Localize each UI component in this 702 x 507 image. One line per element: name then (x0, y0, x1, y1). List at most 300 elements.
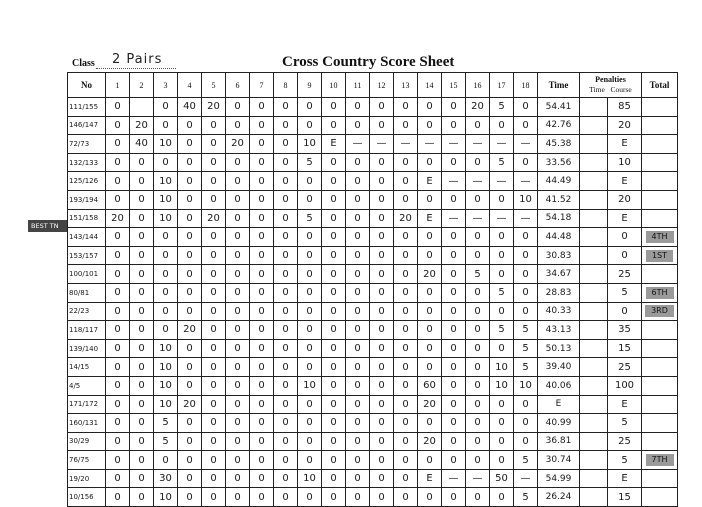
fence-score: 20 (178, 395, 202, 414)
table-row (68, 321, 678, 340)
fence-score: 20 (178, 321, 202, 340)
fence-score: 0 (466, 432, 490, 451)
fence-score: 0 (298, 302, 322, 321)
fence-score: 0 (394, 98, 418, 117)
fence-score: 0 (202, 283, 226, 302)
col-fence-header: 6 (226, 73, 250, 98)
fence-score: 0 (130, 246, 154, 265)
col-fence-header: 4 (178, 73, 202, 98)
fence-score: 0 (178, 432, 202, 451)
fence-score: 0 (346, 246, 370, 265)
time-cell: 44.48 (538, 228, 580, 247)
total-cell (642, 116, 678, 135)
fence-score: 0 (178, 246, 202, 265)
fence-score: — (418, 135, 442, 154)
fence-score: 0 (274, 414, 298, 433)
best-tn-tag: BEST TN (28, 220, 68, 232)
fence-score: 5 (514, 358, 538, 377)
fence-score: 0 (394, 488, 418, 507)
penalty-course-cell: 5 (608, 283, 642, 302)
time-cell: 26.24 (538, 488, 580, 507)
fence-score: 0 (154, 98, 178, 117)
class-value: 2 Pairs (112, 52, 163, 67)
fence-score: — (514, 135, 538, 154)
fence-score: 0 (202, 339, 226, 358)
fence-score: — (490, 209, 514, 228)
fence-score: 0 (298, 432, 322, 451)
col-fence-header: 1 (106, 73, 130, 98)
fence-score: 0 (442, 228, 466, 247)
time-cell: 40.99 (538, 414, 580, 433)
fence-score: — (442, 172, 466, 191)
penalty-course-cell: 20 (608, 116, 642, 135)
table-row (68, 414, 678, 433)
fence-score: 0 (370, 153, 394, 172)
fence-score: 0 (202, 488, 226, 507)
fence-score: 0 (394, 172, 418, 191)
fence-score: 20 (418, 432, 442, 451)
time-cell: 33.56 (538, 153, 580, 172)
rider-number: 160/131 (68, 414, 106, 433)
fence-score: 0 (346, 469, 370, 488)
penalty-time-cell (580, 376, 608, 395)
fence-score: 0 (274, 172, 298, 191)
fence-score: 0 (250, 190, 274, 209)
fence-score: 0 (250, 98, 274, 117)
fence-score: 0 (322, 414, 346, 433)
col-fence-header: 7 (250, 73, 274, 98)
fence-score: 0 (250, 358, 274, 377)
table-row (68, 358, 678, 377)
fence-score: 0 (106, 283, 130, 302)
col-fence-header: 17 (490, 73, 514, 98)
time-cell: 39.40 (538, 358, 580, 377)
fence-score: 0 (442, 116, 466, 135)
total-cell (642, 488, 678, 507)
col-fence-header: 2 (130, 73, 154, 98)
fence-score: 0 (490, 116, 514, 135)
penalty-time-cell (580, 451, 608, 470)
fence-score: 0 (154, 283, 178, 302)
table-row (68, 172, 678, 191)
time-cell: 50.13 (538, 339, 580, 358)
fence-score: 5 (490, 98, 514, 117)
fence-score: 0 (298, 228, 322, 247)
fence-score: 0 (130, 339, 154, 358)
penalty-time-cell (580, 321, 608, 340)
penalties-sublabels (580, 85, 641, 95)
fence-score: 0 (466, 358, 490, 377)
fence-score: — (394, 135, 418, 154)
fence-score: 40 (178, 98, 202, 117)
placing-badge: 6TH (646, 287, 674, 299)
rider-number: 4/5 (68, 376, 106, 395)
fence-score: 50 (490, 469, 514, 488)
fence-score: 0 (226, 209, 250, 228)
table-row (68, 135, 678, 154)
rider-number: 132/133 (68, 153, 106, 172)
rider-number: 146/147 (68, 116, 106, 135)
fence-score: 0 (322, 488, 346, 507)
fence-score: 0 (154, 451, 178, 470)
fence-score: 0 (274, 488, 298, 507)
col-fence-header: 14 (418, 73, 442, 98)
fence-score: 0 (130, 265, 154, 284)
fence-score: 0 (346, 321, 370, 340)
fence-score: 0 (370, 469, 394, 488)
fence-score: 0 (370, 98, 394, 117)
fence-score: — (490, 135, 514, 154)
fence-score: 0 (106, 339, 130, 358)
fence-score: 0 (250, 209, 274, 228)
penalty-time-cell (580, 358, 608, 377)
fence-score: 0 (514, 432, 538, 451)
fence-score: 0 (178, 488, 202, 507)
fence-score: 0 (370, 376, 394, 395)
fence-score: 0 (202, 228, 226, 247)
col-penalties-header (580, 73, 642, 98)
fence-score: 0 (442, 488, 466, 507)
fence-score: 10 (490, 358, 514, 377)
fence-score: 0 (202, 358, 226, 377)
fence-score: 0 (490, 451, 514, 470)
fence-score: 0 (154, 116, 178, 135)
fence-score: 0 (418, 228, 442, 247)
class-underline (96, 68, 176, 69)
penalty-course-cell: 0 (608, 246, 642, 265)
fence-score: 5 (154, 432, 178, 451)
table-row (68, 209, 678, 228)
fence-score: 5 (154, 414, 178, 433)
fence-score: 0 (322, 395, 346, 414)
col-fence-header: 12 (370, 73, 394, 98)
fence-score: 0 (394, 190, 418, 209)
fence-score: 0 (130, 376, 154, 395)
fence-score: 0 (202, 116, 226, 135)
fence-score: 0 (418, 116, 442, 135)
table-row (68, 432, 678, 451)
fence-score: 5 (490, 321, 514, 340)
fence-score: 0 (202, 302, 226, 321)
rider-number: 30/29 (68, 432, 106, 451)
fence-score: 0 (466, 153, 490, 172)
fence-score: 0 (202, 432, 226, 451)
fence-score: 0 (154, 228, 178, 247)
fence-score: 0 (226, 451, 250, 470)
fence-score: 0 (106, 246, 130, 265)
total-cell (642, 414, 678, 433)
fence-score: 0 (226, 339, 250, 358)
penalty-time-cell (580, 209, 608, 228)
time-cell: 28.83 (538, 283, 580, 302)
fence-score: 0 (346, 414, 370, 433)
penalty-time-cell (580, 302, 608, 321)
fence-score: 0 (322, 153, 346, 172)
fence-score: 0 (298, 98, 322, 117)
fence-score: 0 (346, 98, 370, 117)
fence-score: 0 (154, 321, 178, 340)
fence-score: 0 (346, 190, 370, 209)
fence-score: 0 (298, 246, 322, 265)
rider-number: 171/172 (68, 395, 106, 414)
fence-score: 20 (106, 209, 130, 228)
fence-score: 0 (226, 98, 250, 117)
fence-score: 0 (346, 283, 370, 302)
fence-score: 0 (106, 414, 130, 433)
fence-score: 0 (178, 283, 202, 302)
penalty-course-cell: E (608, 209, 642, 228)
fence-score: 0 (202, 376, 226, 395)
fence-score: 40 (130, 135, 154, 154)
fence-score: 0 (250, 321, 274, 340)
penalty-time-cell (580, 414, 608, 433)
fence-score: 0 (250, 265, 274, 284)
fence-score: 0 (490, 488, 514, 507)
fence-score: 0 (226, 376, 250, 395)
fence-score: 0 (490, 395, 514, 414)
rider-number: 153/157 (68, 246, 106, 265)
fence-score: 0 (178, 116, 202, 135)
sheet-title: Cross Country Score Sheet (282, 54, 455, 70)
time-cell: 45.38 (538, 135, 580, 154)
fence-score: 10 (154, 395, 178, 414)
fence-score: 20 (466, 98, 490, 117)
fence-score: 0 (442, 246, 466, 265)
fence-score: 0 (418, 451, 442, 470)
fence-score: 0 (106, 116, 130, 135)
fence-score: 0 (226, 228, 250, 247)
fence-score: 0 (274, 116, 298, 135)
fence-score: 0 (394, 246, 418, 265)
fence-score: 0 (274, 190, 298, 209)
time-cell: 34.67 (538, 265, 580, 284)
penalty-time-cell (580, 116, 608, 135)
penalty-course-cell: 85 (608, 98, 642, 117)
penalty-time-cell (580, 172, 608, 191)
fence-score: 0 (370, 265, 394, 284)
fence-score: 5 (298, 209, 322, 228)
penalty-course-cell: E (608, 469, 642, 488)
fence-score: 0 (250, 376, 274, 395)
fence-score: 0 (322, 451, 346, 470)
fence-score: 0 (394, 451, 418, 470)
fence-score: 5 (466, 265, 490, 284)
fence-score: 20 (418, 265, 442, 284)
fence-score: 10 (514, 190, 538, 209)
fence-score: 0 (394, 228, 418, 247)
penalty-course-cell: E (608, 135, 642, 154)
fence-score: 0 (490, 246, 514, 265)
fence-score: 0 (442, 414, 466, 433)
total-cell (642, 432, 678, 451)
fence-score: 0 (442, 358, 466, 377)
time-cell: 44.49 (538, 172, 580, 191)
table-row (68, 283, 678, 302)
fence-score: 0 (346, 339, 370, 358)
fence-score: E (418, 172, 442, 191)
fence-score: 0 (130, 190, 154, 209)
fence-score: 10 (298, 469, 322, 488)
table-row (68, 488, 678, 507)
fence-score: 20 (418, 395, 442, 414)
fence-score: 0 (130, 283, 154, 302)
penalty-course-cell: 0 (608, 228, 642, 247)
fence-score: 0 (178, 190, 202, 209)
fence-score: 0 (442, 376, 466, 395)
fence-score: 0 (202, 246, 226, 265)
fence-score: 0 (202, 414, 226, 433)
fence-score: 0 (274, 153, 298, 172)
fence-score: 0 (106, 135, 130, 154)
rider-number: 72/73 (68, 135, 106, 154)
fence-score: 0 (490, 339, 514, 358)
fence-score: 10 (298, 376, 322, 395)
fence-score: 0 (466, 228, 490, 247)
fence-score: 0 (274, 395, 298, 414)
fence-score: 0 (274, 451, 298, 470)
fence-score: 0 (202, 451, 226, 470)
fence-score: 0 (346, 432, 370, 451)
fence-score: 0 (274, 358, 298, 377)
penalty-time-cell (580, 469, 608, 488)
penalty-course-cell: 5 (608, 414, 642, 433)
fence-score: 0 (370, 339, 394, 358)
fence-score: 0 (466, 451, 490, 470)
time-cell: 54.99 (538, 469, 580, 488)
fence-score: 0 (514, 228, 538, 247)
fence-score: 0 (394, 376, 418, 395)
fence-score: 0 (370, 395, 394, 414)
fence-score: 0 (490, 432, 514, 451)
fence-score: 0 (370, 302, 394, 321)
fence-score: 0 (418, 190, 442, 209)
fence-score: 0 (394, 153, 418, 172)
time-cell: 41.52 (538, 190, 580, 209)
fence-score: 0 (322, 302, 346, 321)
col-fence-header: 18 (514, 73, 538, 98)
fence-score: 0 (490, 265, 514, 284)
total-cell (642, 98, 678, 117)
col-fence-header: 11 (346, 73, 370, 98)
fence-score: 0 (178, 302, 202, 321)
rider-number: 76/75 (68, 451, 106, 470)
penalty-time-cell (580, 135, 608, 154)
penalty-time-cell (580, 246, 608, 265)
fence-score: 0 (250, 414, 274, 433)
fence-score: 0 (178, 172, 202, 191)
placing-badge: 4TH (646, 231, 674, 243)
fence-score: 0 (130, 451, 154, 470)
fence-score: 0 (130, 432, 154, 451)
fence-score: 0 (202, 265, 226, 284)
rider-number: 125/126 (68, 172, 106, 191)
fence-score: 0 (274, 302, 298, 321)
table-row (68, 153, 678, 172)
total-cell (642, 265, 678, 284)
fence-score: 0 (322, 172, 346, 191)
fence-score: 0 (106, 321, 130, 340)
fence-score: 0 (418, 414, 442, 433)
fence-score: 0 (514, 302, 538, 321)
fence-score: 10 (154, 135, 178, 154)
col-time-header: Time (538, 73, 580, 98)
placing-badge: 7TH (646, 454, 674, 466)
fence-score: 0 (298, 339, 322, 358)
fence-score: — (466, 172, 490, 191)
score-table (67, 72, 678, 507)
col-fence-header: 5 (202, 73, 226, 98)
fence-score: 0 (370, 172, 394, 191)
fence-score: 0 (202, 190, 226, 209)
table-row (68, 265, 678, 284)
fence-score: 0 (418, 339, 442, 358)
total-cell (642, 283, 678, 302)
penalty-course-cell: E (608, 172, 642, 191)
penalty-course-cell: 35 (608, 321, 642, 340)
penalty-course-cell: 25 (608, 265, 642, 284)
fence-score: 0 (298, 283, 322, 302)
rider-number: 151/158 (68, 209, 106, 228)
fence-score: 10 (154, 172, 178, 191)
penalty-time-cell (580, 488, 608, 507)
time-cell: 30.74 (538, 451, 580, 470)
fence-score: 0 (154, 302, 178, 321)
penalty-course-cell: 15 (608, 488, 642, 507)
fence-score: 0 (514, 98, 538, 117)
fence-score: 0 (442, 451, 466, 470)
fence-score: 0 (274, 135, 298, 154)
fence-score: 0 (226, 358, 250, 377)
fence-score: 0 (442, 98, 466, 117)
fence-score: 0 (226, 432, 250, 451)
time-cell: 36.81 (538, 432, 580, 451)
header-row (68, 73, 678, 98)
penalty-time-cell (580, 228, 608, 247)
fence-score: 0 (442, 432, 466, 451)
fence-score: 0 (394, 414, 418, 433)
fence-score: 0 (370, 488, 394, 507)
fence-score: 0 (322, 358, 346, 377)
table-row (68, 228, 678, 247)
fence-score: E (322, 135, 346, 154)
rider-number: 193/194 (68, 190, 106, 209)
col-no-header: No (68, 73, 106, 98)
time-cell: 54.41 (538, 98, 580, 117)
col-fence-header: 8 (274, 73, 298, 98)
col-fence-header: 16 (466, 73, 490, 98)
fence-score: 0 (370, 321, 394, 340)
fence-score: 0 (394, 321, 418, 340)
fence-score: 0 (298, 321, 322, 340)
fence-score: 0 (250, 339, 274, 358)
total-cell (642, 321, 678, 340)
total-cell (642, 376, 678, 395)
penalties-course-label: Course (610, 85, 632, 94)
rider-number: 143/144 (68, 228, 106, 247)
fence-score: 60 (418, 376, 442, 395)
fence-score: 0 (130, 209, 154, 228)
fence-score: 0 (250, 246, 274, 265)
fence-score: 0 (130, 172, 154, 191)
fence-score: 0 (106, 376, 130, 395)
fence-score: 0 (298, 190, 322, 209)
fence-score: 0 (226, 302, 250, 321)
fence-score: — (514, 209, 538, 228)
fence-score: 0 (442, 265, 466, 284)
fence-score: — (466, 209, 490, 228)
fence-score: 0 (226, 246, 250, 265)
fence-score: 20 (202, 98, 226, 117)
